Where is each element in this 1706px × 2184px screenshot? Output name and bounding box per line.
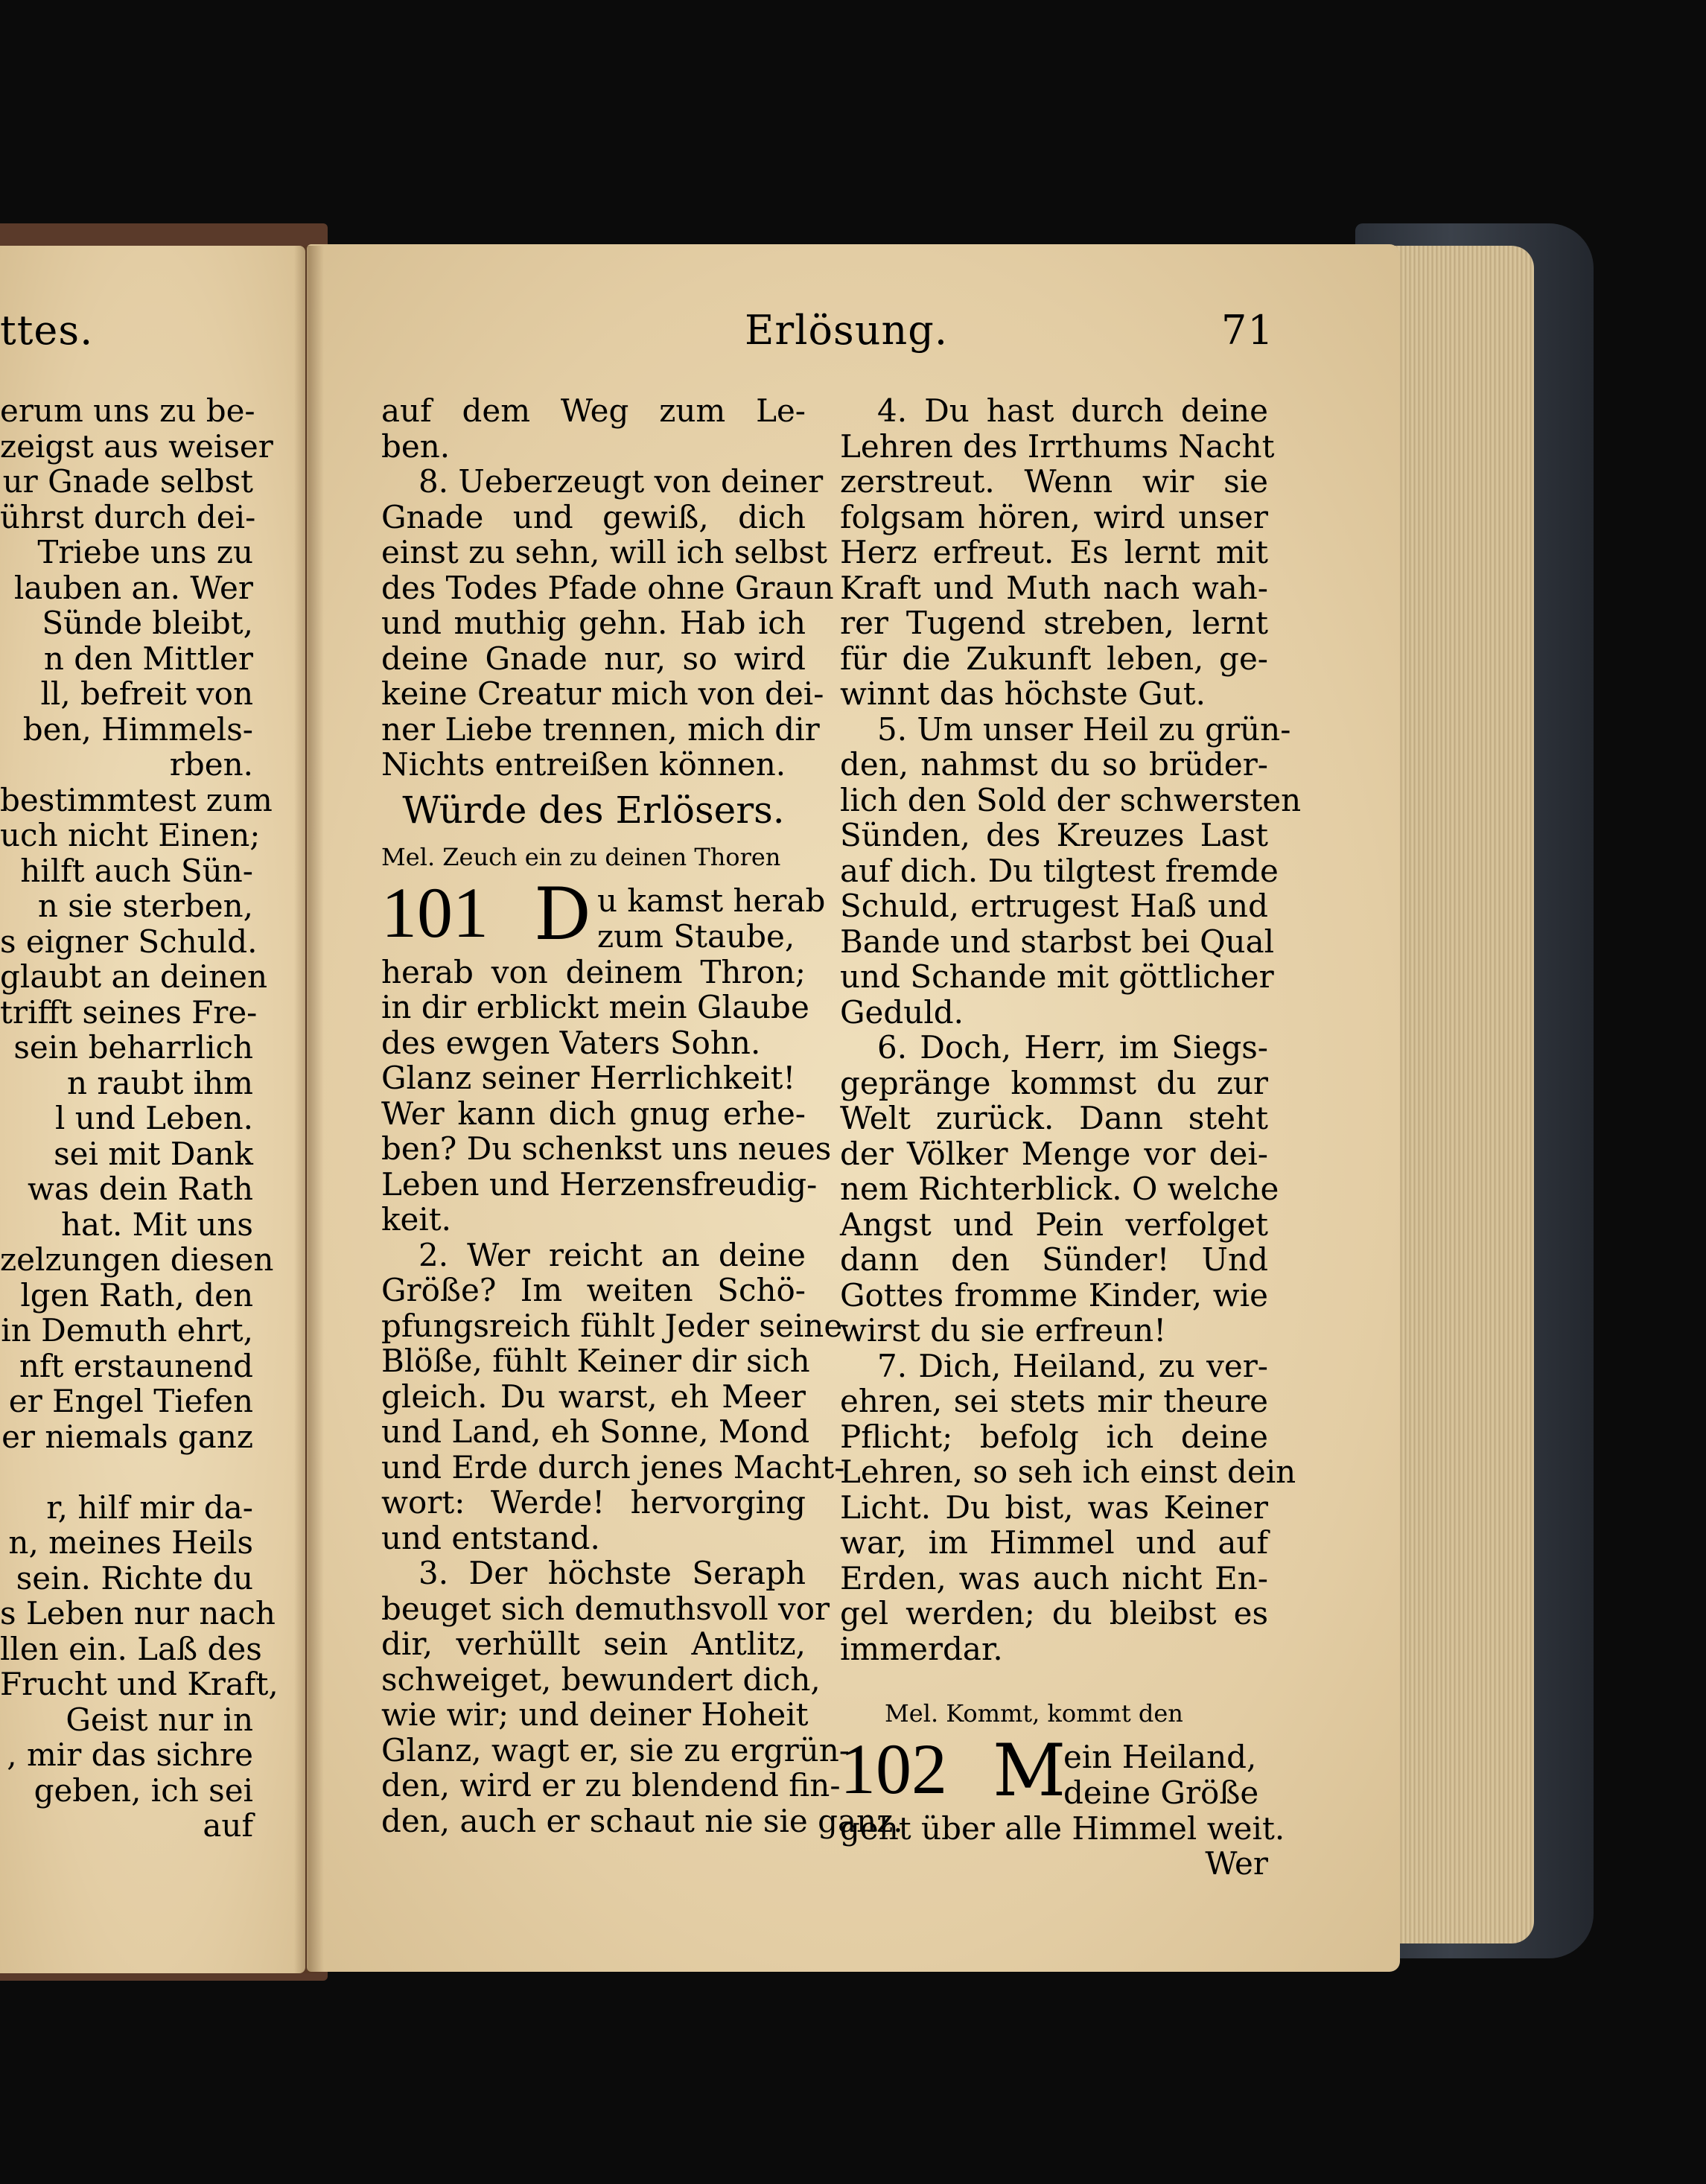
text-line: den, nahmst du so brüder- (840, 746, 1268, 783)
text-line: hat. Mit uns (61, 1206, 253, 1243)
text-line: 8. Ueberzeugt von deiner (418, 463, 824, 500)
text-line: trifft seines Fre- (0, 993, 258, 1031)
text-line: zerstreut. Wenn wir sie (840, 463, 1268, 500)
text-line: 2. Wer reicht an deine (418, 1236, 806, 1273)
text-line: sein beharrlich (13, 1029, 253, 1066)
text-line: ben. (381, 427, 451, 465)
text-line: sei mit Dank (54, 1135, 253, 1172)
text-line: des Todes Pfade ohne Graun (381, 569, 834, 606)
text-line: Schuld, ertrugest Haß und (840, 888, 1268, 924)
text-line: lich den Sold der schwersten (840, 781, 1302, 818)
text-line: Wer kann dich gnug erhe- (381, 1095, 806, 1132)
text-line: lauben an. Wer (13, 569, 253, 606)
text-line: deine Gnade nur, so wird (381, 640, 806, 677)
text-line: glaubt an deinen (0, 958, 268, 995)
text-line: gepränge kommst du zur (840, 1064, 1268, 1101)
text-line: 4. Du hast durch deine (877, 392, 1268, 429)
text-line: keit. (381, 1201, 451, 1238)
text-line: Sünde bleibt, (42, 605, 253, 641)
text-line: Erden, was auch nicht En- (840, 1559, 1268, 1596)
text-line: rben. (169, 746, 253, 783)
text-line: Gottes fromme Kinder, wie (840, 1276, 1268, 1314)
text-line (0, 1454, 253, 1490)
hymn-102-start (840, 1728, 1268, 1812)
text-line: auf (203, 1807, 253, 1844)
text-line: herab von deinem Thron; (381, 953, 806, 990)
book-gutter (294, 246, 324, 1973)
text-line: 6. Doch, Herr, im Siegs- (877, 1029, 1268, 1066)
text-line: l und Leben. (54, 1100, 253, 1136)
text-line: wort: Werde! hervorging (381, 1484, 806, 1521)
text-line: er niemals ganz (1, 1418, 253, 1455)
text-line: beuget sich demuthsvoll vor (381, 1590, 830, 1627)
text-line: s Leben nur nach (0, 1595, 276, 1631)
text-line: pfungsreich fühlt Jeder seine (381, 1307, 843, 1344)
text-line: Welt zurück. Dann steht (840, 1100, 1268, 1136)
hymn-number: 101 (381, 872, 488, 952)
text-line: r, hilf mir da- (46, 1489, 253, 1526)
text-line: geht über alle Himmel weit. (840, 1809, 1285, 1847)
text-line: rer Tugend streben, lernt (840, 605, 1268, 641)
text-line: Glanz, wagt er, sie zu ergrün- (381, 1731, 850, 1768)
hymn-101-start (381, 872, 826, 956)
spacer (840, 1666, 1268, 1696)
page-number: 71 (1221, 307, 1274, 354)
text-line: in dir erblickt mein Glaube (381, 989, 809, 1025)
text-line: folgsam hören, wird unser (840, 498, 1268, 535)
text-line: nem Richterblick. O welche (840, 1171, 1279, 1207)
text-line: 5. Um unser Heil zu grün- (877, 710, 1291, 748)
text-line: was dein Rath (27, 1171, 253, 1207)
left-running-head: ttes. (0, 307, 94, 354)
text-line: dann den Sünder! Und (840, 1241, 1268, 1278)
text-line: ll, befreit von (40, 675, 253, 712)
text-line: gel werden; du bleibst es (840, 1595, 1268, 1631)
text-line: den, auch er schaut nie sie ganz. (381, 1802, 903, 1839)
text-line: Nichts entreißen können. (381, 746, 786, 783)
text-line: und Land, eh Sonne, Mond (381, 1413, 810, 1450)
middle-column-top-lines (381, 392, 834, 783)
melody-line: Mel. Kommt, kommt den (885, 1699, 1183, 1728)
text-line: nft erstaunend (19, 1347, 253, 1384)
text-line: ben, Himmels- (22, 710, 253, 748)
text-line: Lehren, so seh ich einst dein (840, 1454, 1296, 1490)
text-line: n den Mittler (43, 640, 253, 677)
text-line: gleich. Du warst, eh Meer (381, 1378, 806, 1415)
text-line: winnt das höchste Gut. (840, 675, 1206, 712)
text-line: Geduld. (840, 993, 964, 1031)
text-line: n raubt ihm (67, 1064, 253, 1101)
hymn-number: 102 (840, 1728, 947, 1809)
text-line: ur Gnade selbst (2, 463, 253, 500)
text-line: Triebe uns zu (37, 534, 253, 570)
text-line: 3. Der höchste Seraph (418, 1555, 806, 1591)
text-line: ührst durch dei- (0, 498, 256, 535)
text-line: Blöße, fühlt Keiner dir sich (381, 1343, 810, 1379)
left-column-text (0, 392, 279, 1844)
text-line: keine Creatur mich von dei- (381, 675, 824, 712)
section-title: Würde des Erlösers. (402, 788, 785, 832)
text-line: Kraft und Muth nach wah- (840, 569, 1268, 606)
text-line: den, wird er zu blendend fin- (381, 1767, 841, 1803)
text-line: er Engel Tiefen (8, 1383, 253, 1419)
text-line: in Demuth ehrt, (1, 1312, 253, 1349)
text-line: Sünden, des Kreuzes Last (840, 817, 1268, 853)
text-line: ben? Du schenkst uns neues (381, 1130, 832, 1167)
text-line: bestimmtest zum (0, 781, 273, 818)
text-line: Größe? Im weiten Schö- (381, 1272, 806, 1308)
text-line: zelzungen diesen (0, 1241, 274, 1278)
text-line: der Völker Menge vor dei- (840, 1135, 1268, 1172)
text-line: Angst und Pein verfolget (840, 1206, 1268, 1243)
text-line: und entstand. (381, 1519, 600, 1556)
drop-cap: M (993, 1728, 1066, 1812)
text-line: zeigst aus weiser (0, 427, 273, 465)
text-line: einst zu sehn, will ich selbst (381, 534, 827, 570)
text-line: auf dich. Du tilgtest fremde (840, 852, 1279, 889)
text-line: und muthig gehn. Hab ich (381, 605, 806, 641)
hymn-second-line: zum Staube, (597, 917, 795, 955)
text-line: Leben und Herzensfreudig- (381, 1165, 818, 1203)
text-line: n, meines Heils (8, 1524, 253, 1561)
text-line: uch nicht Einen; (0, 817, 261, 853)
page-edges (1393, 246, 1534, 1943)
running-head: Erlösung. (745, 307, 949, 354)
catchword: Wer (1205, 1845, 1268, 1882)
text-line: llen ein. Laß des (0, 1630, 262, 1667)
text-line: wie wir; und deiner Hoheit (381, 1696, 809, 1733)
melody-line: Mel. Zeuch ein zu deinen Thoren (381, 843, 781, 871)
text-line: 7. Dich, Heiland, zu ver- (877, 1347, 1268, 1384)
text-line: Licht. Du bist, was Keiner (840, 1489, 1268, 1526)
text-line: immerdar. (840, 1630, 1003, 1667)
text-line: Lehren des Irrthums Nacht (840, 427, 1275, 465)
text-line: und Schande mit göttlicher (840, 958, 1274, 995)
right-column-bottom-lines (840, 1809, 1285, 1847)
hymn-first-line: ein Heiland, (1063, 1738, 1257, 1775)
hymn-first-line: u kamst herab (597, 882, 826, 919)
text-line: und Erde durch jenes Macht- (381, 1448, 845, 1486)
right-column-text (840, 392, 1302, 1882)
text-line: Gnade und gewiß, dich (381, 498, 806, 535)
text-line: Bande und starbst bei Qual (840, 923, 1275, 960)
text-line: Pflicht; befolg ich deine (840, 1418, 1268, 1455)
text-line: für die Zukunft leben, ge- (840, 640, 1268, 677)
text-line: wirst du sie erfreun! (840, 1312, 1167, 1349)
text-line: geben, ich sei (34, 1771, 253, 1809)
text-line: Frucht und Kraft, (0, 1666, 279, 1702)
text-line: dir, verhüllt sein Antlitz, (381, 1626, 806, 1662)
hymn-second-line: deine Größe (1063, 1774, 1259, 1811)
text-line: , mir das sichre (7, 1736, 253, 1773)
text-line: war, im Himmel und auf (840, 1524, 1268, 1561)
drop-cap: D (534, 872, 591, 956)
text-line: s eigner Schuld. (0, 923, 258, 960)
text-line: Herz erfreut. Es lernt mit (840, 534, 1268, 570)
text-line: des ewgen Vaters Sohn. (381, 1024, 761, 1061)
text-line: n sie sterben, (37, 888, 253, 924)
text-line: ehren, sei stets mir theure (840, 1383, 1268, 1419)
text-line: ner Liebe trennen, mich dir (381, 710, 820, 748)
text-line: sein. Richte du (16, 1559, 253, 1596)
text-line: auf dem Weg zum Le- (381, 392, 806, 429)
right-column-top-lines (840, 392, 1302, 1667)
text-line: Geist nur in (66, 1701, 253, 1738)
text-line: hilft auch Sün- (20, 852, 253, 889)
text-line: schweiget, bewundert dich, (381, 1661, 821, 1698)
text-line: lgen Rath, den (20, 1276, 253, 1314)
text-line: erum uns zu be- (0, 392, 255, 429)
text-line: Glanz seiner Herrlichkeit! (381, 1060, 796, 1096)
